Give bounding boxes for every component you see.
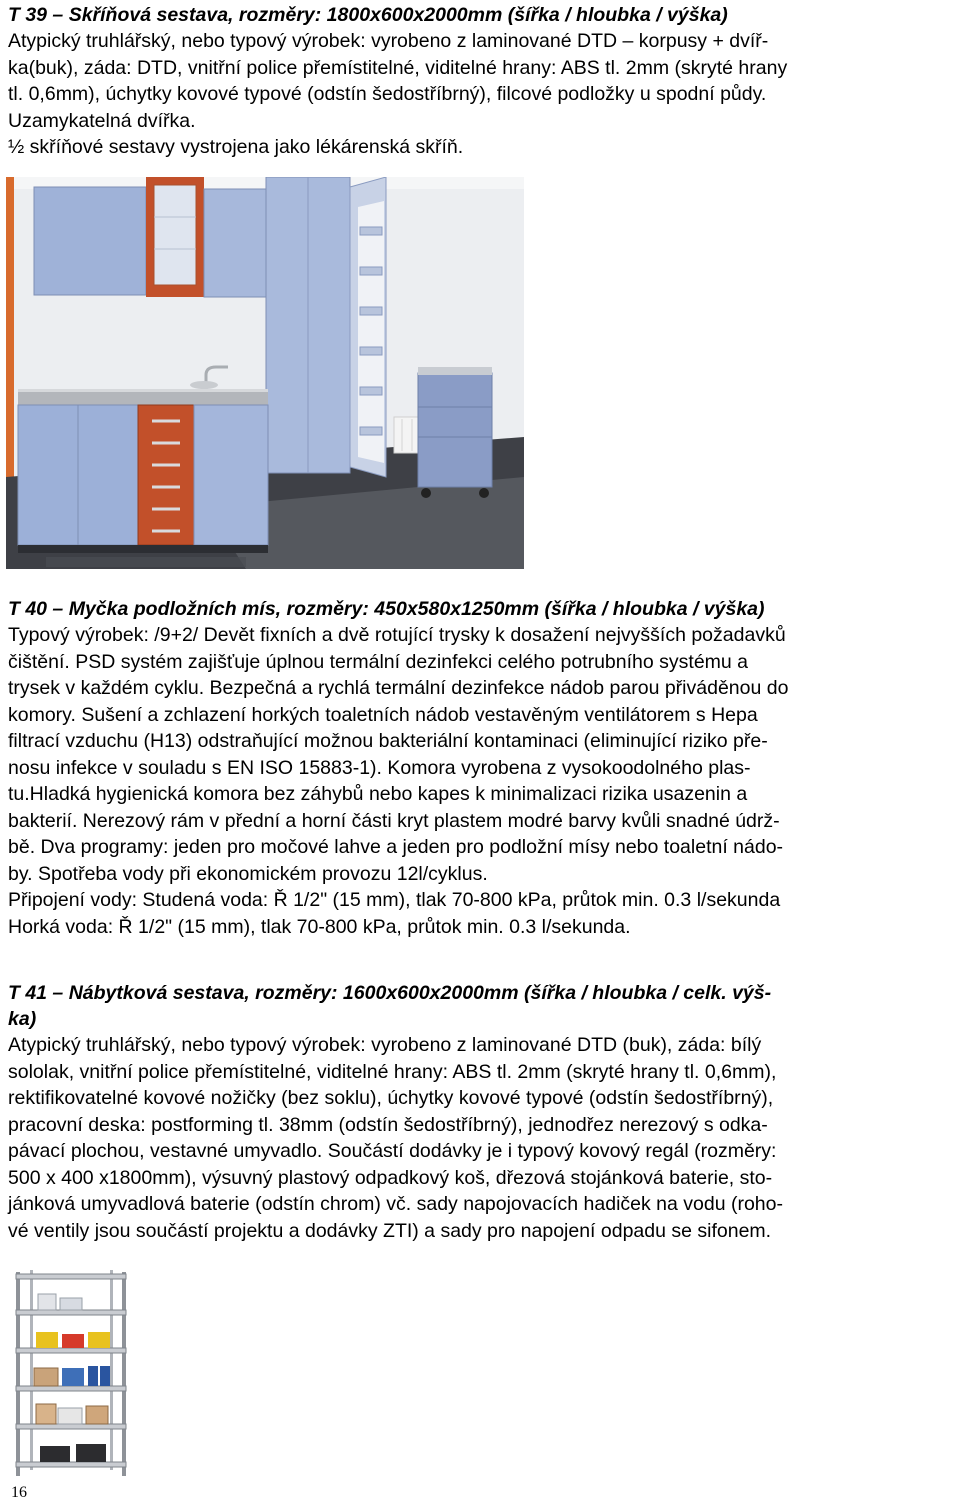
t40-paragraph — [8, 622, 952, 940]
t40-line: bě. Dva programy: jeden pro močové lahve a jeden pro podložní mísy nebo toaletní nádo- — [8, 836, 784, 858]
t40-line: komory. Sušení a zchlazení horkých toaletních nádob vestavěným ventilátorem s Hepa — [8, 703, 758, 726]
t39-line: ½ skříňové sestavy vystrojena jako lékárenská skříň. — [8, 136, 464, 158]
t40-line: trysek v každém cyklu. Bezpečná a rychlá termální dezinfekce nádob parou přiváděnou do — [8, 677, 789, 699]
section-t40 — [8, 596, 952, 940]
t39-line: ka(buk), záda: DTD, vnitřní police přemístitelné, viditelné hrany: ABS tl. 2mm (skryté hrany — [8, 56, 788, 79]
cabinet-set-photo — [6, 177, 524, 569]
t41-line: pracovní deska: postforming tl. 38mm (odstín šedostříbrný), jednodřez nerezový s odka- — [8, 1113, 768, 1136]
metal-shelf-photo — [6, 1268, 136, 1478]
t41-line: sololak, vnitřní police přemístitelné, viditelné hrany: ABS tl. 2mm (skryté hrany tl. 0,6mm), — [8, 1060, 777, 1083]
t39-line: tl. 0,6mm), úchytky kovové typové (odstín šedostříbrný), filcové podložky u spodní půdy. — [8, 83, 767, 105]
t40-line: by. Spotřeba vody při ekonomickém provozu 12l/cyklus. — [8, 862, 488, 885]
t40-line: čištění. PSD systém zajišťuje úplnou termální dezinfekci celého potrubního systému a — [8, 650, 749, 673]
t39-line: Atypický truhlářský, nebo typový výrobek: vyrobeno z laminované DTD – korpusy + dvíř- — [8, 30, 769, 52]
t41-heading-line: ka) — [8, 1008, 37, 1030]
page-number: 16 — [11, 1484, 27, 1501]
t40-heading: T 40 – Myčka podložních mís, rozměry: 450x580x1250mm (šířka / hloubka / výška) — [8, 598, 765, 620]
t40-line: Horká voda: Ř 1/2" (15 mm), tlak 70-800 kPa, průtok min. 0.3 l/sekunda. — [8, 915, 631, 938]
t40-line: nosu infekce v souladu s EN ISO 15883-1). Komora vyrobena z vysokoodolného plas- — [8, 756, 751, 779]
cabinet-set-illustration — [6, 177, 524, 569]
t40-line: Připojení vody: Studená voda: Ř 1/2" (15 mm), tlak 70-800 kPa, průtok min. 0.3 l/sekunda — [8, 889, 781, 911]
t40-line: tu.Hladká hygienická komora bez záhybů nebo kapes k minimalizaci rizika usazenin a — [8, 783, 748, 805]
t41-line: vé ventily jsou součástí projektu a dodávky ZTI) a sady pro napojení odpadu se sifonem. — [8, 1219, 772, 1242]
metal-shelf-illustration — [6, 1268, 136, 1478]
t41-paragraph — [8, 1032, 952, 1244]
section-t39 — [8, 2, 952, 161]
t41-heading-line: T 41 – Nábytková sestava, rozměry: 1600x600x2000mm (šířka / hloubka / celk. výš- — [8, 982, 772, 1004]
t40-line: bakterií. Nerezový rám v přední a horní části kryt plastem modré barvy kvůli snadné údrž- — [8, 809, 780, 832]
section-t41 — [8, 980, 952, 1244]
t41-line: rektifikovatelné kovové nožičky (bez soklu), úchytky kovové typové (odstín šedostříbrný), — [8, 1087, 774, 1109]
t41-heading — [8, 980, 952, 1032]
t40-line: filtrací vzduchu (H13) odstraňující možnou bakteriální kontaminaci (eliminující riziko pře- — [8, 730, 768, 752]
t41-line: pávací plochou, vestavné umyvadlo. Součástí dodávky je i typový kovový regál (rozměry: — [8, 1140, 777, 1162]
t39-line: Uzamykatelná dvířka. — [8, 109, 196, 132]
t41-line: 500 x 400 x1800mm), výsuvný plastový odpadkový koš, dřezová stojánková baterie, sto- — [8, 1166, 773, 1189]
t41-line: Atypický truhlářský, nebo typový výrobek: vyrobeno z laminované DTD (buk), záda: bílý — [8, 1034, 762, 1056]
t41-line: jánková umyvadlová baterie (odstín chrom) vč. sady napojovacích hadiček na vodu (roho- — [8, 1193, 783, 1215]
t39-heading: T 39 – Skříňová sestava, rozměry: 1800x600x2000mm (šířka / hloubka / výška) — [8, 4, 728, 26]
t40-line: Typový výrobek: /9+2/ Devět fixních a dvě rotující trysky k dosažení nejvyšších požadavků — [8, 624, 786, 646]
t39-paragraph — [8, 28, 952, 161]
